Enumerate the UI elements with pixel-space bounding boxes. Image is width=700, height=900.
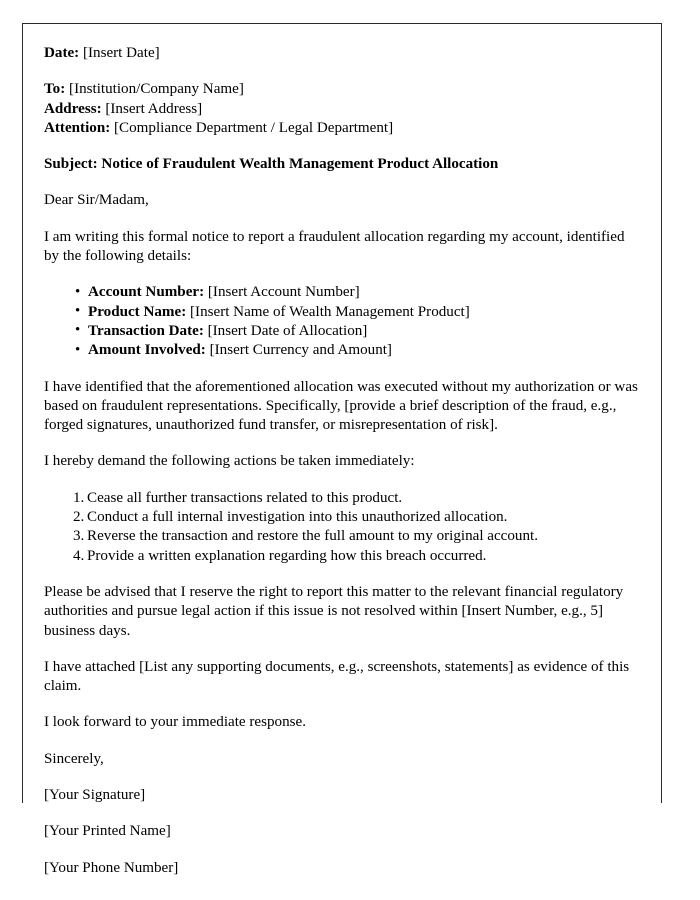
- demands-list: [44, 489, 639, 566]
- printed-name-placeholder: [Your Printed Name]: [44, 823, 171, 840]
- detail-value: [Insert Date of Allocation]: [207, 322, 368, 339]
- detail-value: [Insert Account Number]: [207, 284, 360, 301]
- signature-placeholder: [Your Signature]: [44, 787, 146, 804]
- document-page: [22, 23, 662, 876]
- demand-intro-paragraph: I hereby demand the following actions be taken immediately:: [44, 453, 415, 470]
- to-label: To:: [44, 81, 66, 98]
- list-item: Provide a written explanation regarding how this breach occurred.: [87, 547, 487, 564]
- list-item: Cease all further transactions related to this product.: [87, 489, 403, 506]
- intro-paragraph: I am writing this formal notice to report a fraudulent allocation regarding my account, identified by the following details:: [44, 228, 625, 265]
- address-label: Address:: [44, 100, 102, 117]
- clipped-line-region: [44, 859, 639, 876]
- letter-body: [44, 44, 639, 876]
- address-value: [Insert Address]: [105, 100, 203, 117]
- legal-notice-paragraph: Please be advised that I reserve the right to report this matter to the relevant financial regulatory authorities and pursue legal action if this issue is not resolved within [Insert Number, e.g., 5] business days.: [44, 583, 624, 639]
- recipient-to-line: [44, 80, 639, 99]
- account-details-list: [44, 283, 639, 360]
- salutation: Dear Sir/Madam,: [44, 192, 149, 209]
- recipient-block: [44, 80, 639, 138]
- list-item: [44, 303, 639, 322]
- list-item: Reverse the transaction and restore the full amount to my original account.: [87, 528, 538, 545]
- date-block: [44, 44, 639, 63]
- list-item: Conduct a full internal investigation into this unauthorized allocation.: [87, 509, 508, 526]
- detail-label: Amount Involved:: [88, 342, 206, 359]
- detail-label: Product Name:: [88, 303, 187, 320]
- closing-paragraph: I look forward to your immediate response.: [44, 714, 306, 731]
- date-label: Date:: [44, 45, 80, 61]
- list-item: [44, 283, 639, 302]
- detail-label: Account Number:: [88, 284, 205, 301]
- detail-value: [Insert Currency and Amount]: [209, 342, 392, 359]
- list-item: [44, 341, 639, 360]
- to-value: [Institution/Company Name]: [69, 81, 244, 98]
- date-value: [Insert Date]: [82, 45, 160, 61]
- signoff: Sincerely,: [44, 750, 104, 767]
- recipient-address-line: [44, 100, 639, 119]
- detail-label: Transaction Date:: [88, 322, 204, 339]
- identification-paragraph: I have identified that the aforementioned allocation was executed without my authorization or was based on fraudulent representations. Specifically, [provide a brief description of the fraud, e.g., forged signatures, unauthorized fund transfer, or misrepresentation of risk].: [44, 378, 638, 434]
- attention-value: [Compliance Department / Legal Department]: [114, 119, 394, 136]
- recipient-attention-line: [44, 119, 639, 138]
- phone-placeholder: [Your Phone Number]: [44, 859, 179, 876]
- list-item: [44, 322, 639, 341]
- detail-value: [Insert Name of Wealth Management Product]: [190, 303, 470, 320]
- subject-line: Subject: Notice of Fraudulent Wealth Management Product Allocation: [44, 156, 499, 173]
- attachment-paragraph: I have attached [List any supporting documents, e.g., screenshots, statements] as evidence of this claim.: [44, 658, 630, 695]
- attention-label: Attention:: [44, 119, 111, 136]
